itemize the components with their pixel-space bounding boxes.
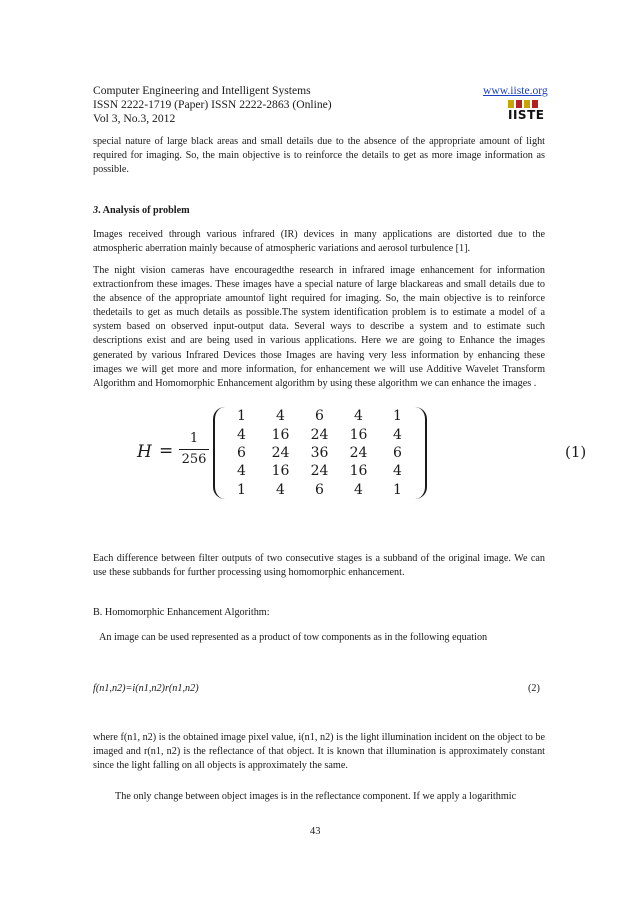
matrix-cell: 24 bbox=[310, 426, 329, 443]
journal-url-link[interactable]: www.iiste.org bbox=[483, 84, 548, 97]
section-title: . Analysis of problem bbox=[98, 205, 190, 216]
matrix-cell: 36 bbox=[310, 444, 329, 461]
matrix-cell: 1 bbox=[393, 481, 402, 498]
matrix-cell: 4 bbox=[354, 408, 363, 425]
matrix-cell: 4 bbox=[393, 463, 402, 480]
eq1-frac-den: 256 bbox=[181, 452, 207, 467]
where-paragraph: where f(n1, n2) is the obtained image pixel value, i(n1, n2) is the light illumination incident on the object to be imaged and r(n1, n2) is the reflectance of that object. It is known that illumination is approximately constant since the light falling on all objects is approximately the same. bbox=[93, 732, 545, 772]
eq1-matrix bbox=[222, 407, 417, 499]
closing-line: The only change between object images is in the reflectance component. If we apply a logarithmic bbox=[115, 791, 517, 802]
matrix-cell: 16 bbox=[271, 426, 290, 443]
subband-paragraph: Each difference between filter outputs of two consecutive stages is a subband of the original image. We can use these subbands for further processing using homomorphic enhancement. bbox=[93, 553, 545, 579]
section-heading bbox=[93, 205, 190, 216]
matrix-cell: 4 bbox=[237, 463, 246, 480]
equation-2: f(n1,n2)=i(n1,n2)r(n1,n2) bbox=[93, 683, 199, 694]
eq1-frac-num: 1 bbox=[189, 431, 199, 446]
matrix-cell: 1 bbox=[237, 408, 246, 425]
section3-paragraph-1: Images received through various infrared (IR) devices in many applications are distorted due to the atmospheric aberration mainly because of atmospheric variations and aerosol turbulence [1]. bbox=[93, 229, 545, 255]
matrix-cell: 6 bbox=[315, 481, 324, 498]
matrix-cell: 4 bbox=[276, 408, 285, 425]
matrix-cell: 4 bbox=[393, 426, 402, 443]
eq1-frac-bar bbox=[179, 449, 209, 450]
matrix-cell: 24 bbox=[349, 444, 368, 461]
intro-paragraph: special nature of large black areas and small details due to the absence of the appropriate amount of light required for imaging. So, the main objective is to reinforce the details to get as more image information as possible. bbox=[93, 136, 545, 176]
volume-line: Vol 3, No.3, 2012 bbox=[93, 112, 176, 125]
matrix-cell: 16 bbox=[271, 463, 290, 480]
journal-title: Computer Engineering and Intelligent Systems bbox=[93, 84, 311, 97]
matrix-cell: 1 bbox=[393, 408, 402, 425]
eq1-equals: = bbox=[159, 441, 174, 461]
logo-mark-icon bbox=[508, 100, 544, 108]
eq1-tag: (1) bbox=[565, 443, 587, 461]
matrix-cell: 4 bbox=[237, 426, 246, 443]
section-b-heading: B. Homomorphic Enhancement Algorithm: bbox=[93, 607, 270, 618]
matrix-cell: 16 bbox=[349, 463, 368, 480]
eq1-fraction bbox=[179, 431, 209, 468]
logo-text: IISTE bbox=[508, 108, 545, 122]
matrix-cell: 24 bbox=[310, 463, 329, 480]
matrix-cell: 6 bbox=[315, 408, 324, 425]
matrix-cell: 16 bbox=[349, 426, 368, 443]
equation-1 bbox=[137, 407, 607, 499]
matrix-cell: 4 bbox=[354, 481, 363, 498]
section-b-line: An image can be used represented as a product of tow components as in the following equation bbox=[99, 632, 488, 643]
matrix-cell: 24 bbox=[271, 444, 290, 461]
issn-line: ISSN 2222-1719 (Paper) ISSN 2222-2863 (Online) bbox=[93, 98, 332, 111]
section-number: 3 bbox=[93, 205, 99, 216]
eq1-right-paren bbox=[415, 407, 427, 499]
matrix-cell: 6 bbox=[393, 444, 402, 461]
matrix-cell: 1 bbox=[237, 481, 246, 498]
matrix-cell: 4 bbox=[276, 481, 285, 498]
iiste-logo bbox=[508, 100, 544, 122]
page-number: 43 bbox=[310, 826, 321, 837]
eq1-lhs: H bbox=[137, 442, 152, 462]
matrix-cell: 6 bbox=[237, 444, 246, 461]
section3-paragraph-2: The night vision cameras have encouragedthe research in infrared image enhancement for information extractionfrom these images. These images have a special nature of large blackareas and small details due to the absence of the appropriate amountof light required for imaging. So, the main objective is to reinforce thedetails to get as much details as possible.The system identification problem is to estimate a model of a system based on observed input-output data. Several ways to describe a system and to estimate such descriptions exist and are being used in various applications. Here we are going to Enhance the images generated by various Infrared Devices those Images are having very less information by enhancing these images we will get more and more information, for enhancement we will use Additive Wavelet Transform Algorithm and Homomorphic Enhancement algorithm by using these algorithm we can enhance the images . bbox=[93, 265, 545, 389]
eq2-tag: (2) bbox=[528, 683, 540, 694]
